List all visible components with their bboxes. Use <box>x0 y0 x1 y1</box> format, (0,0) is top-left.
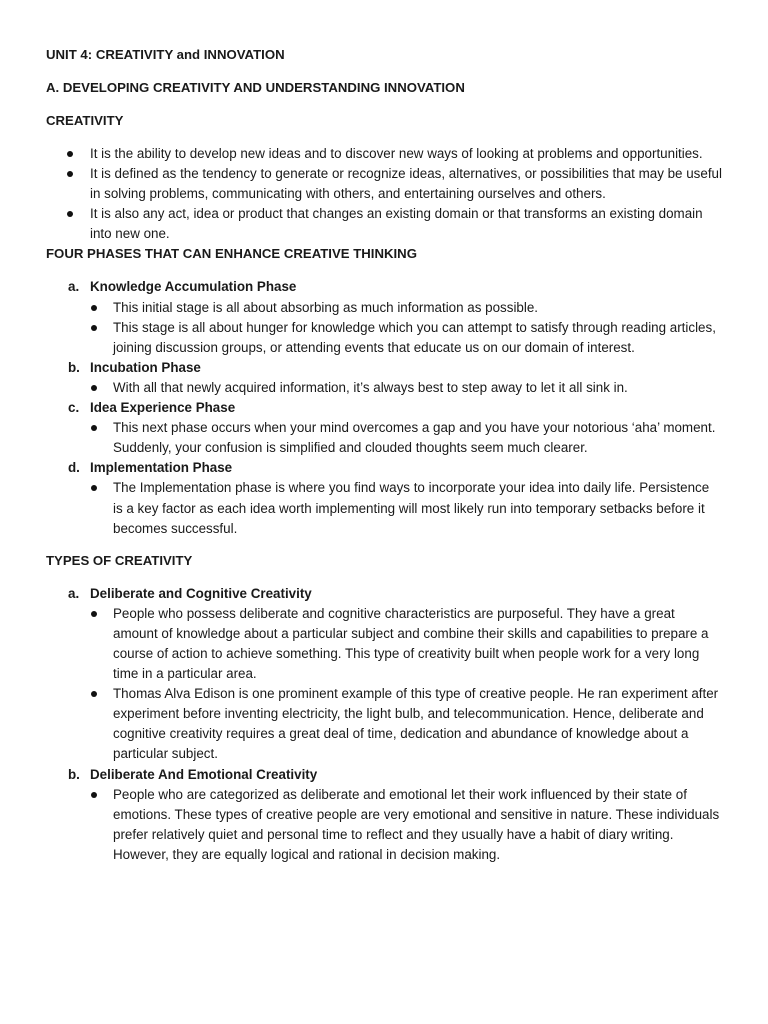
phase-letter: a. <box>68 279 80 295</box>
creativity-bullet-list <box>46 144 722 244</box>
phase-bullet-list <box>46 378 722 398</box>
types-list <box>46 584 722 865</box>
list-item: This initial stage is all about absorbing as much information as possible. <box>46 298 722 318</box>
phase-item <box>46 358 722 398</box>
list-item: It is also any act, idea or product that changes an existing domain or that transforms an existing domain into new one. <box>46 204 722 244</box>
phase-title: Knowledge Accumulation Phase <box>90 279 297 295</box>
phase-title: Idea Experience Phase <box>90 400 236 416</box>
phases-heading: FOUR PHASES THAT CAN ENHANCE CREATIVE THINKING <box>46 246 417 262</box>
unit-title: UNIT 4: CREATIVITY and INNOVATION <box>46 47 285 62</box>
type-title: Deliberate And Emotional Creativity <box>90 766 318 782</box>
phase-title: Incubation Phase <box>90 359 201 375</box>
type-item <box>46 584 722 765</box>
phase-item <box>46 398 722 458</box>
list-item: People who possess deliberate and cognitive characteristics are purposeful. They have a great amount of knowledge about a particular subject and combine their skills and capabilities to prepare a course of action to achieve something. This type of creativity built when people work for a very long time in a particular area. <box>46 604 722 684</box>
type-letter: b. <box>68 766 80 782</box>
list-item: This next phase occurs when your mind overcomes a gap and you have your notorious ‘aha’ moment. Suddenly, your confusion is simplified and clouded thoughts seem much clearer. <box>46 418 722 458</box>
type-title: Deliberate and Cognitive Creativity <box>90 585 312 601</box>
phase-letter: d. <box>68 460 80 476</box>
section-a-title: A. DEVELOPING CREATIVITY AND UNDERSTANDING INNOVATION <box>46 80 465 95</box>
phase-item <box>46 458 722 538</box>
phases-list <box>46 277 722 538</box>
phase-bullet-list <box>46 298 722 358</box>
phase-title: Implementation Phase <box>90 460 233 476</box>
list-item: People who are categorized as deliberate and emotional let their work influenced by their state of emotions. These types of creative people are very emotional and sensitive in nature. These individuals prefer relatively quiet and personal time to reflect and they usually have a habit of diary writing. However, they are equally logical and rational in decision making. <box>46 785 722 865</box>
phase-letter: b. <box>68 359 80 375</box>
type-item <box>46 765 722 865</box>
phase-letter: c. <box>68 400 80 416</box>
creativity-heading: CREATIVITY <box>46 113 124 128</box>
list-item: It is defined as the tendency to generate or recognize ideas, alternatives, or possibilities that may be useful in solving problems, communicating with others, and entertaining ourselves and others. <box>46 164 722 204</box>
type-bullet-list <box>46 604 722 765</box>
list-item: This stage is all about hunger for knowledge which you can attempt to satisfy through reading articles, joining discussion groups, or attending events that educate us on our domain of interest. <box>46 318 722 358</box>
list-item: With all that newly acquired information, it’s always best to step away to let it all sink in. <box>46 378 722 398</box>
phase-bullet-list <box>46 478 722 538</box>
type-bullet-list <box>46 785 722 865</box>
list-item: The Implementation phase is where you find ways to incorporate your idea into daily life. Persistence is a key factor as each idea worth implementing will most likely run into temporary setbacks before it becomes successful. <box>46 478 722 538</box>
phase-item <box>46 277 722 357</box>
list-item: It is the ability to develop new ideas and to discover new ways of looking at problems and opportunities. <box>46 144 722 164</box>
phase-bullet-list <box>46 418 722 458</box>
types-heading: TYPES OF CREATIVITY <box>46 552 193 568</box>
list-item: Thomas Alva Edison is one prominent example of this type of creative people. He ran experiment after experiment before inventing electricity, the light bulb, and telecommunication. Hence, deliberate and cognitive creativity requires a great deal of time, dedication and abundance of knowledge about a particular subject. <box>46 684 722 764</box>
type-letter: a. <box>68 585 80 601</box>
